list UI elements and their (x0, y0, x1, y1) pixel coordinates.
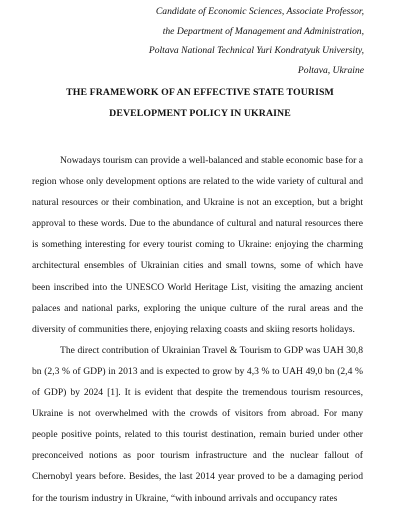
paper-title-line-2: DEVELOPMENT POLICY IN UKRAINE (109, 108, 291, 119)
affiliation-line-city: Poltava, Ukraine (297, 64, 364, 76)
affiliation-line-university: Poltava National Technical Yuri Kondratyuk University, (148, 45, 364, 56)
author-affiliation (149, 2, 364, 80)
body-paragraph-2: The direct contribution of Ukrainian Travel & Tourism to GDP was UAH 30,8 bn (2,3 % of GDP) in 2013 and is expected to grow by 4,3 % to UAH 49,0 bn (2,4 % of GDP) by 2024 [1]. It is evident that despite the tremendous tourism resources, Ukraine is not overwhelmed with the crowds of visitors from abroad. For many people positive points, related to this tourist destination, remain buried under other preconceived notions as poor tourism infrastructure and the nuclear fallout of Chernobyl years before. Besides, the last 2014 year proved to be a damaging period for the tourism industry in Ukraine, “with inbound arrivals and occupancy rates (32, 344, 363, 504)
paper-body (32, 150, 363, 509)
body-paragraph-1: Nowadays tourism can provide a well-balanced and stable economic base for a region whose only development options are related to the wide variety of cultural and natural resources or their combination, and Ukraine is not an exception, but a bright approval to these words. Due to the abundance of cultural and natural resources there is something interesting for every tourist coming to Ukraine: enjoying the charming architectural ensembles of Ukrainian cities and small towns, some of which have been inscribed into the UNESCO World Heritage List, visiting the amazing ancient palaces and national parks, exploring the unique culture of the rural areas and the diversity of communities there, enjoying relaxing coasts and skiing resorts holidays. (32, 155, 363, 335)
affiliation-line-degree: Candidate of Economic Sciences, Associate Professor, (155, 6, 364, 17)
affiliation-line-department: the Department of Management and Administration, (162, 25, 364, 37)
paper-title (0, 82, 400, 124)
paper-title-line-1: THE FRAMEWORK OF AN EFFECTIVE STATE TOURISM (66, 87, 334, 98)
